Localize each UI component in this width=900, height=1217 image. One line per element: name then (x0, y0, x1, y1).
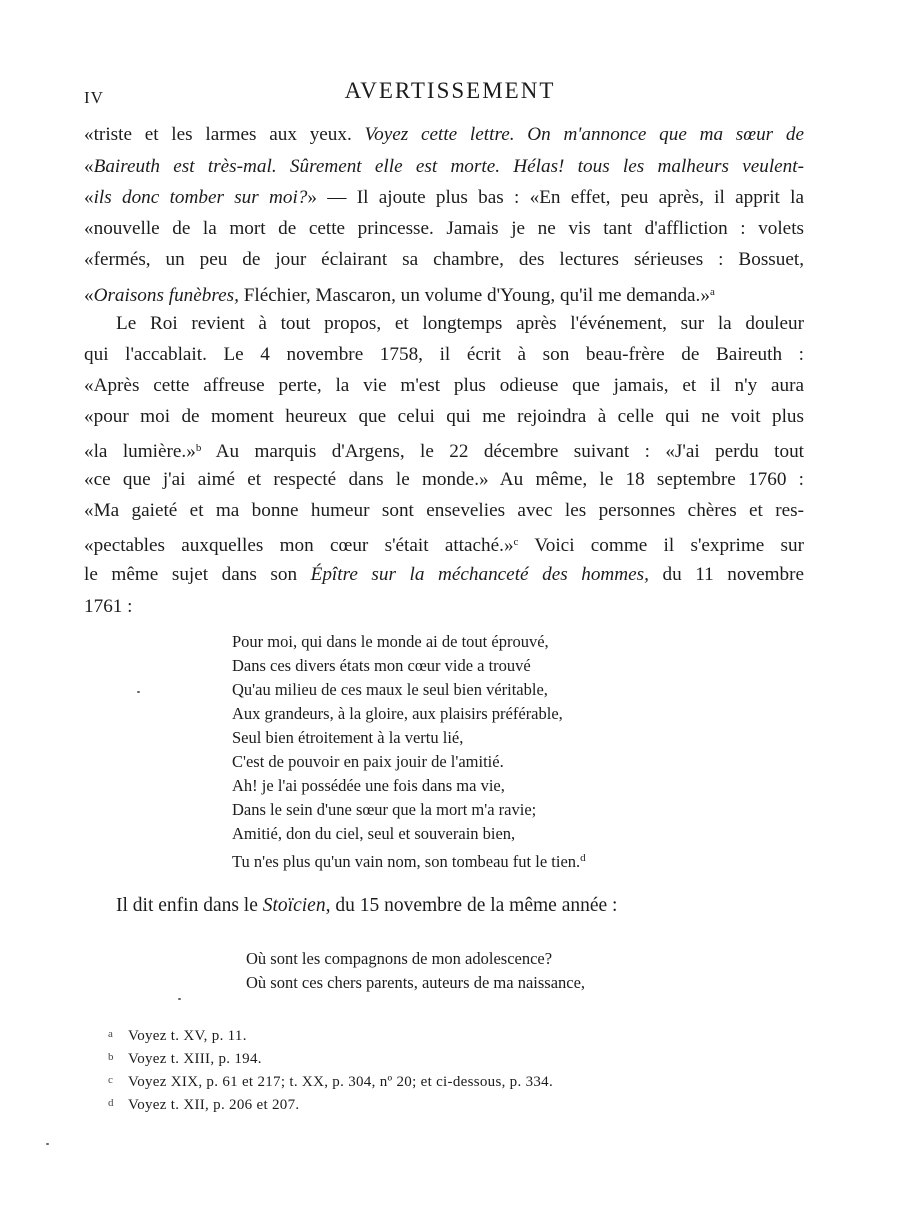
verse-line: Seul bien étroitement à la vertu lié, (232, 728, 464, 747)
footnote: a Voyez t. XV, p. 11. (108, 1028, 247, 1044)
verse-line: Amitié, don du ciel, seul et souverain bien, (232, 824, 516, 843)
body-line: «ce que j'ai aimé et respecté dans le monde.» Au même, le 18 septembre 1760 : (84, 469, 804, 490)
footnote: c Voyez XIX, p. 61 et 217; t. XX, p. 304, nº 20; et ci-dessous, p. 334. (108, 1074, 554, 1090)
scan-speck (46, 1143, 49, 1145)
body-line: Le Roi revient à tout propos, et longtemps après l'événement, sur la douleur (116, 313, 804, 334)
body-line: qui l'accablait. Le 4 novembre 1758, il écrit à son beau-frère de Baireuth : (84, 344, 804, 365)
verse-line: Tu n'es plus qu'un vain nom, son tombeau fut le tien.$^d$ (232, 852, 586, 871)
body-line: «fermés, un peu de jour éclairant sa chambre, des lectures sérieuses : Bossuet, (84, 249, 804, 270)
body-line: «la lumière.»$^b$ Au marquis d'Argens, le 22 décembre suivant : «J'ai perdu tout (84, 441, 804, 462)
body-line: «pour moi de moment heureux que celui qui me rejoindra à celle qui ne voit plus (84, 406, 804, 427)
body-line: 1761 : (84, 596, 133, 617)
body-line: «pectables auxquelles mon cœur s'était attaché.»$^c$ Voici comme il s'exprime sur (84, 535, 804, 556)
running-title: AVERTISSEMENT (344, 78, 556, 103)
verse-line: Qu'au milieu de ces maux le seul bien véritable, (232, 680, 548, 699)
verse-line: Où sont ces chers parents, auteurs de ma naissance, (246, 973, 586, 992)
footnote-ref: b (195, 442, 202, 454)
verse-line: Pour moi, qui dans le monde ai de tout éprouvé, (232, 632, 549, 651)
body-line: «Oraisons funèbres, Fléchier, Mascaron, un volume d'Young, qu'il me demanda.»$^a$ (84, 285, 715, 306)
verse-line: Où sont les compagnons de mon adolescence? (246, 949, 553, 968)
page-number: IV (84, 88, 104, 107)
verse-line: Aux grandeurs, à la gloire, aux plaisirs préférable, (232, 704, 563, 723)
body-line: «Ma gaieté et ma bonne humeur sont ensevelies avec les personnes chères et res- (84, 500, 804, 521)
body-line: «Baireuth est très-mal. Sûrement elle est morte. Hélas! tous les malheurs veulent- (84, 156, 804, 177)
verse-line: Dans le sein d'une sœur que la mort m'a ravie; (232, 800, 537, 819)
body-line: «ils donc tomber sur moi?» — Il ajoute plus bas : «En effet, peu après, il apprit la (84, 187, 805, 208)
verse-line: Ah! je l'ai possédée une fois dans ma vie, (232, 776, 505, 795)
body-line: Il dit enfin dans le Stoïcien, du 15 novembre de la même année : (116, 895, 618, 916)
footnote: d Voyez t. XII, p. 206 et 207. (108, 1097, 300, 1113)
scan-speck (178, 998, 181, 1000)
footnote: b Voyez t. XIII, p. 194. (108, 1051, 262, 1067)
body-line: «Après cette affreuse perte, la vie m'est plus odieuse que jamais, et il n'y aura (84, 375, 804, 396)
verse-line: Dans ces divers états mon cœur vide a trouvé (232, 656, 531, 675)
scan-speck (137, 691, 140, 693)
body-line: «nouvelle de la mort de cette princesse. Jamais je ne vis tant d'affliction : volets (84, 218, 804, 239)
body-line: le même sujet dans son Épître sur la méchanceté des hommes, du 11 novembre (84, 564, 805, 585)
verse-line: C'est de pouvoir en paix jouir de l'amitié. (232, 752, 504, 771)
footnote-ref: d (580, 852, 586, 864)
footnote-ref: c (513, 536, 519, 548)
footnote-ref: a (709, 286, 715, 298)
body-line: «triste et les larmes aux yeux. Voyez cette lettre. On m'annonce que ma sœur de (84, 124, 804, 145)
